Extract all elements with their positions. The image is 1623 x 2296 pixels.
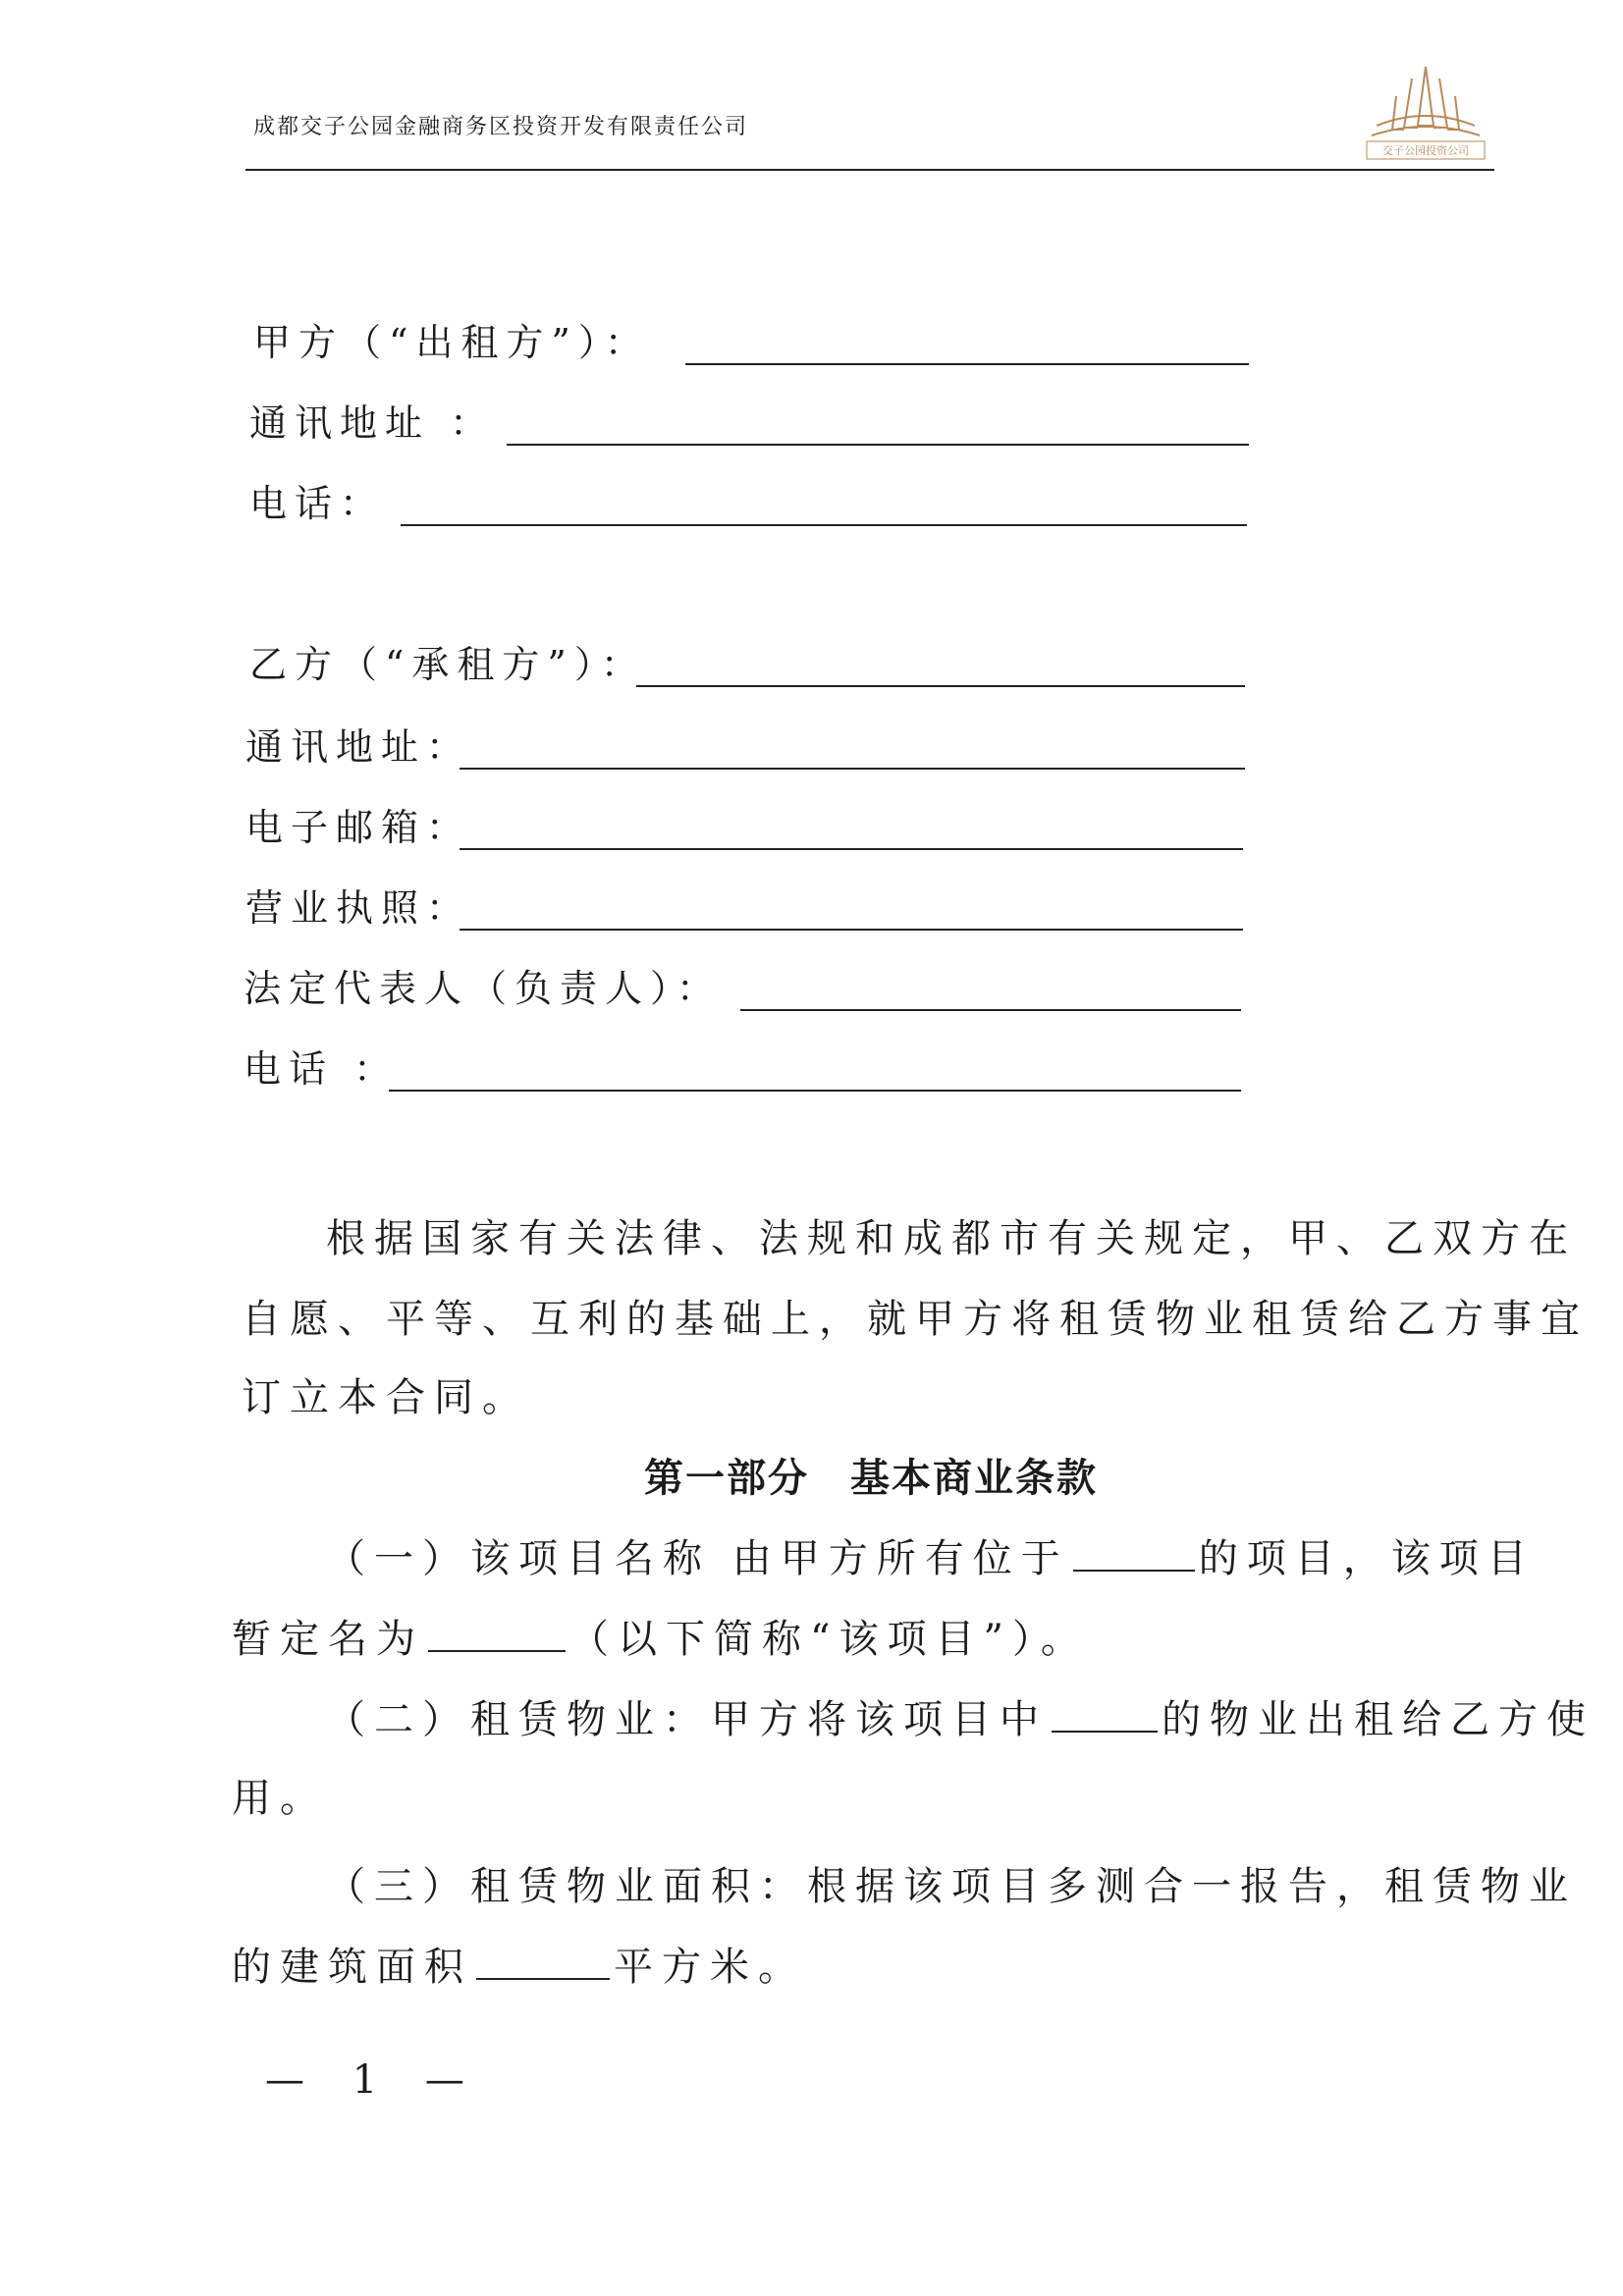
clause-1-name-field[interactable]: [428, 1615, 566, 1652]
clause-3-text-b: 的建筑面积: [232, 1945, 472, 1990]
clause-2-line-2: 用。: [232, 1776, 328, 1821]
clause-1-text-b: 的项目，该项目: [1198, 1536, 1536, 1581]
party-b-email-label: 电子邮箱：: [245, 806, 472, 849]
party-a-phone-label: 电话：: [249, 482, 386, 525]
intro-line-1: 根据国家有关法律、法规和成都市有关规定，甲、乙双方在: [326, 1216, 1577, 1261]
clause-2-line-1: [326, 1688, 1595, 1744]
party-b-phone-field[interactable]: [389, 1090, 1241, 1092]
party-b-address-label: 通讯地址：: [245, 725, 472, 769]
company-logo: [1357, 57, 1494, 165]
party-a-address-label: 通讯地址 ：: [249, 401, 496, 445]
party-b-legal-rep-field[interactable]: [740, 1009, 1241, 1011]
clause-1-text-a: （一）该项目名称 由甲方所有位于: [326, 1536, 1069, 1581]
clause-3-area-field[interactable]: [476, 1943, 610, 1980]
party-b-email-field[interactable]: [460, 848, 1243, 850]
section-heading: 第一部分 基本商业条款: [644, 1455, 1098, 1501]
party-b-license-field[interactable]: [460, 929, 1243, 931]
clause-3-line-1: （三）租赁物业面积：根据该项目多测合一报告，租赁物业: [326, 1864, 1577, 1909]
party-b-phone-label: 电话 ：: [243, 1047, 400, 1091]
intro-line-3: 订立本合同。: [242, 1375, 530, 1420]
clause-1-line-1: [326, 1527, 1536, 1583]
clause-2-text-b: 的物业出租给乙方使: [1162, 1697, 1595, 1742]
clause-3-text-c: 平方米。: [614, 1945, 806, 1990]
header-company-name: 成都交子公园金融商务区投资开发有限责任公司: [253, 115, 749, 139]
party-b-legal-rep-label: 法定代表人（负责人）：: [243, 967, 723, 1010]
clause-3-line-2: [232, 1936, 806, 1992]
clause-1-line-2: [232, 1608, 1089, 1664]
intro-line-2: 自愿、平等、互利的基础上，就甲方将租赁物业租赁给乙方事宜: [242, 1297, 1589, 1342]
clause-2-property-field[interactable]: [1052, 1695, 1158, 1733]
clause-1-location-field[interactable]: [1073, 1534, 1195, 1572]
clause-1-text-d: （以下简称“该项目”）。: [569, 1617, 1089, 1662]
party-a-phone-field[interactable]: [401, 524, 1247, 526]
clause-1-text-c: 暂定名为: [232, 1617, 424, 1662]
party-b-license-label: 营业执照：: [245, 886, 472, 930]
party-a-title: 甲方（“出租方”）：: [253, 321, 650, 364]
party-a-address-field[interactable]: [507, 444, 1249, 446]
party-a-name-field[interactable]: [685, 363, 1249, 365]
party-b-name-field[interactable]: [636, 685, 1245, 687]
party-b-address-field[interactable]: [460, 768, 1245, 770]
clause-2-text-a: （二）租赁物业：甲方将该项目中: [326, 1697, 1048, 1742]
header-rule: [245, 169, 1494, 171]
logo-text: 交子公园投资公司: [1382, 144, 1469, 157]
party-b-title: 乙方（“承租方”）：: [249, 643, 646, 686]
page-number: — 1 —: [265, 2057, 482, 2103]
